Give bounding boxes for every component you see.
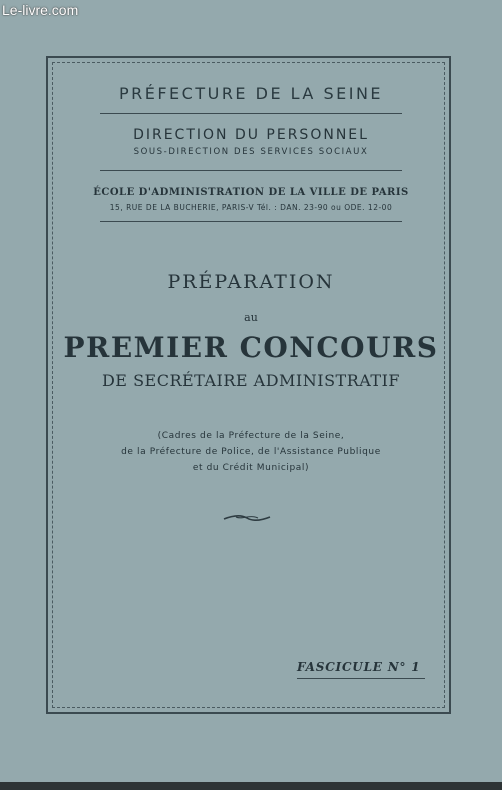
divider-rule [100, 113, 402, 114]
cadres-line: de la Préfecture de Police, de l'Assistance Publique [121, 447, 381, 457]
watermark: Le-livre.com [2, 2, 79, 18]
cadres-line: (Cadres de la Préfecture de la Seine, [157, 431, 345, 441]
direction-heading: DIRECTION DU PERSONNEL [133, 127, 369, 143]
fascicule-label: FASCICULE N° 1 [297, 660, 421, 674]
fascicule-underline [297, 678, 425, 679]
main-title: PREMIER CONCOURS [63, 331, 439, 364]
au-connector: au [244, 311, 258, 324]
sous-direction-heading: SOUS-DIRECTION DES SERVICES SOCIAUX [133, 147, 369, 157]
bottom-edge [0, 782, 502, 790]
preparation-title: PRÉPARATION [167, 271, 335, 293]
school-name: ÉCOLE D'ADMINISTRATION DE LA VILLE DE PARIS [93, 187, 409, 198]
prefecture-heading: PRÉFECTURE DE LA SEINE [118, 84, 384, 103]
divider-rule [100, 170, 402, 171]
main-subtitle: DE SECRÉTAIRE ADMINISTRATIF [101, 371, 401, 390]
cadres-line: et du Crédit Municipal) [192, 463, 310, 473]
divider-rule [100, 221, 402, 222]
ornament-flourish [222, 511, 272, 525]
school-address: 15, RUE DE LA BUCHERIE, PARIS-V Tél. : DAN. 23-90 ou ODE. 12-00 [109, 203, 393, 212]
cadres-note [0, 428, 502, 476]
